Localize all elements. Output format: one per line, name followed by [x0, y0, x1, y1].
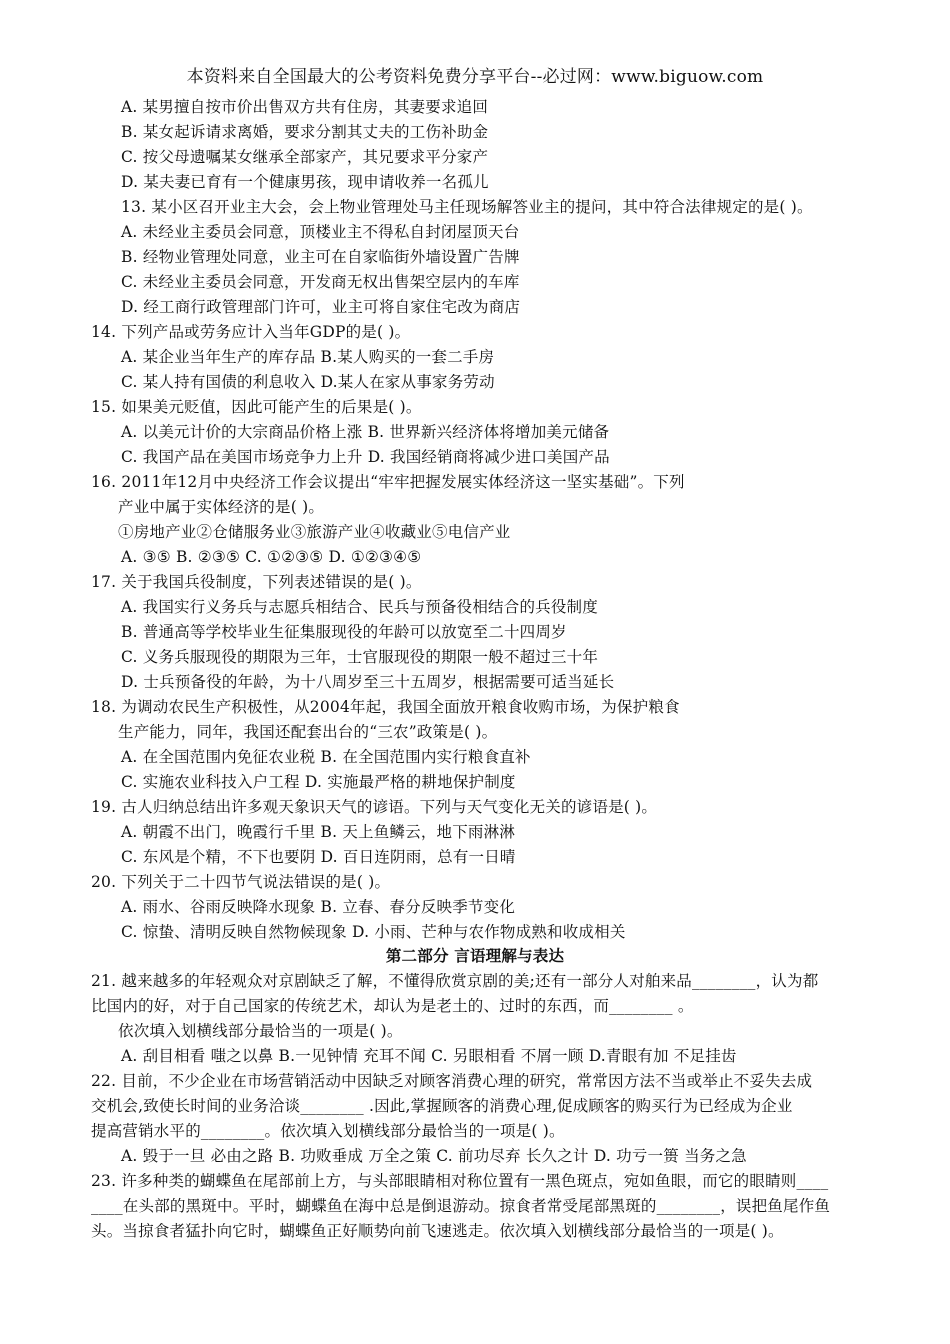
option-line: A. 某男擅自按市价出售双方共有住房，其妻要求追回: [121, 98, 489, 116]
question-line: 产业中属于实体经济的是( )。: [118, 498, 325, 516]
option-line: A. 未经业主委员会同意，顶楼业主不得私自封闭屋顶天台: [121, 223, 520, 241]
option-line: C. 东风是个精，不下也要阴 D. 百日连阴雨，总有一日晴: [121, 848, 516, 866]
question-line: 生产能力，同年，我国还配套出台的“三农”政策是( )。: [118, 723, 498, 741]
question-line: 13. 某小区召开业主大会，会上物业管理处马主任现场解答业主的提问，其中符合法律规定的是( )。: [121, 198, 813, 216]
option-line: A. 朝霞不出门，晚霞行千里 B. 天上鱼鳞云，地下雨淋淋: [121, 823, 516, 841]
option-line: A. 刮目相看 嗤之以鼻 B.一见钟情 充耳不闻 C. 另眼相看 不屑一顾 D.青眼有加 不足挂齿: [121, 1047, 737, 1065]
question-line: 18. 为调动农民生产积极性，从2004年起，我国全面放开粮食收购市场，为保护粮食: [91, 698, 680, 716]
page-header: 本资料来自全国最大的公考资料免费分享平台--必过网：www.biguow.com: [186, 67, 764, 87]
question-line: 15. 如果美元贬值，因此可能产生的后果是( )。: [91, 398, 422, 416]
option-line: A. 某企业当年生产的库存品 B.某人购买的一套二手房: [121, 348, 495, 366]
option-line: D. 士兵预备役的年龄，为十八周岁至三十五周岁，根据需要可适当延长: [121, 673, 615, 691]
question-line: 22. 目前，不少企业在市场营销活动中因缺乏对顾客消费心理的研究，常常因方法不当或举止不妥失去成: [91, 1072, 813, 1090]
question-line: 19. 古人归纳总结出许多观天象识天气的谚语。下列与天气变化无关的谚语是( )。: [91, 798, 658, 816]
question-line: 20. 下列关于二十四节气说法错误的是( )。: [91, 873, 391, 891]
question-line: 头。当掠食者猛扑向它时，蝴蝶鱼正好顺势向前飞速逃走。依次填入划横线部分最恰当的一项是( )。: [91, 1222, 784, 1240]
option-line: D. 经工商行政管理部门许可，业主可将自家住宅改为商店: [121, 298, 521, 316]
option-line: B. 某女起诉请求离婚，要求分割其丈夫的工伤补助金: [121, 123, 489, 141]
option-line: B. 普通高等学校毕业生征集服现役的年龄可以放宽至二十四周岁: [121, 623, 567, 641]
option-line: A. ③⑤ B. ②③⑤ C. ①②③⑤ D. ①②③④⑤: [121, 548, 422, 566]
question-line: ____在头部的黑斑中。平时，蝴蝶鱼在海中总是倒退游动。掠食者常受尾部黑斑的________，误把鱼尾作鱼: [91, 1197, 831, 1215]
option-line: A. 雨水、谷雨反映降水现象 B. 立春、春分反映季节变化: [121, 898, 516, 916]
question-line: 比国内的好，对于自己国家的传统艺术，却认为是老土的、过时的东西，而________ 。: [91, 997, 694, 1015]
question-line: 提高营销水平的________。依次填入划横线部分最恰当的一项是( )。: [91, 1122, 565, 1140]
option-line: C. 我国产品在美国市场竞争力上升 D. 我国经销商将减少进口美国产品: [121, 448, 610, 466]
option-line: A. 我国实行义务兵与志愿兵相结合、民兵与预备役相结合的兵役制度: [121, 598, 598, 616]
option-line: D. 某夫妻已育有一个健康男孩，现申请收养一名孤儿: [121, 173, 489, 191]
option-line: C. 实施农业科技入户工程 D. 实施最严格的耕地保护制度: [121, 773, 516, 791]
option-line: B. 经物业管理处同意，业主可在自家临街外墙设置广告牌: [121, 248, 520, 266]
option-line: C. 义务兵服现役的期限为三年，士官服现役的期限一般不超过三十年: [121, 648, 599, 666]
question-line: 依次填入划横线部分最恰当的一项是( )。: [118, 1022, 403, 1040]
question-line: 交机会,致使长时间的业务洽谈________ .因此,掌握顾客的消费心理,促成顾客的购买行为已经成为企业: [91, 1097, 793, 1115]
option-line: C. 某人持有国债的利息收入 D.某人在家从事家务劳动: [121, 373, 495, 391]
option-line: A. 毁于一旦 必由之路 B. 功败垂成 万全之策 C. 前功尽弃 长久之计 D. 功亏一篑 当务之急: [121, 1147, 747, 1165]
question-line: 21. 越来越多的年轻观众对京剧缺乏了解，不懂得欣赏京剧的美;还有一部分人对舶来品________，认为都: [91, 972, 819, 990]
question-line: 16. 2011年12月中央经济工作会议提出“牢牢把握发展实体经济这一坚实基础”。下列: [91, 473, 685, 491]
question-line: 17. 关于我国兵役制度，下列表述错误的是( )。: [91, 573, 422, 591]
option-line: C. 按父母遗嘱某女继承全部家产，其兄要求平分家产: [121, 148, 489, 166]
section-heading: 第二部分 言语理解与表达: [385, 946, 565, 965]
question-line: 23. 许多种类的蝴蝶鱼在尾部前上方，与头部眼睛相对称位置有一黑色斑点，宛如鱼眼，而它的眼睛则____: [91, 1172, 829, 1190]
option-line: A. 以美元计价的大宗商品价格上涨 B. 世界新兴经济体将增加美元储备: [121, 423, 610, 441]
option-line: A. 在全国范围内免征农业税 B. 在全国范围内实行粮食直补: [121, 748, 531, 766]
question-line: ①房地产业②仓储服务业③旅游产业④收藏业⑤电信产业: [118, 523, 511, 541]
option-line: C. 惊蛰、清明反映自然物候现象 D. 小雨、芒种与农作物成熟和收成相关: [121, 923, 626, 941]
option-line: C. 未经业主委员会同意，开发商无权出售架空层内的车库: [121, 273, 520, 291]
question-line: 14. 下列产品或劳务应计入当年GDP的是( )。: [91, 323, 411, 341]
